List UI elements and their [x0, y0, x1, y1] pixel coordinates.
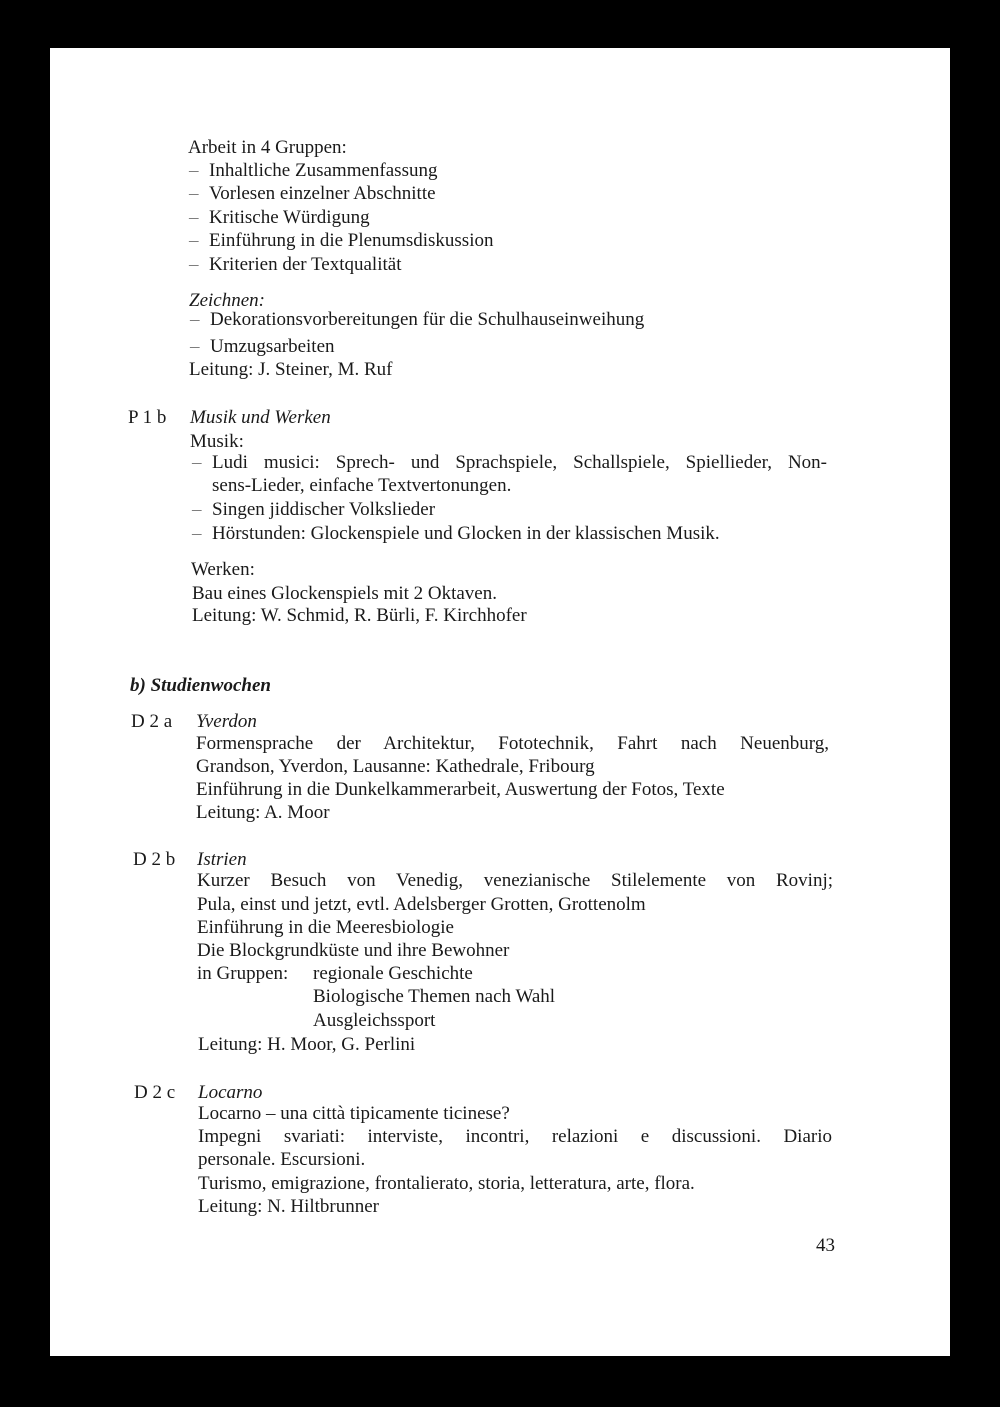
leitung-text: Leitung: N. Hiltbrunner	[198, 1196, 379, 1217]
course-title: Yverdon	[196, 711, 257, 732]
course-line: Einführung in die Meeresbiologie	[197, 917, 454, 938]
list-item: – Kriterien der Textqualität	[209, 253, 401, 276]
leitung-text: Leitung: H. Moor, G. Perlini	[198, 1034, 416, 1055]
list-item: – Kritische Würdigung	[209, 206, 370, 229]
course-line: Grandson, Yverdon, Lausanne: Kathedrale, Fribourg	[196, 756, 595, 777]
list-item: – Umzugsarbeiten	[210, 335, 335, 358]
leitung-text: Leitung: J. Steiner, M. Ruf	[189, 359, 393, 380]
zeichnen-title: Zeichnen:	[189, 290, 265, 311]
werken-text: Bau eines Glockenspiels mit 2 Oktaven.	[192, 583, 497, 604]
list-item: – Dekorationsvorbereitungen für die Schulhauseinweihung	[210, 308, 644, 331]
list-item-line: – Ludi musici: Sprech- und Sprachspiele, Schallspiele, Spiellieder, Non-	[212, 452, 827, 473]
course-line: Locarno – una città tipicamente ticinese?	[198, 1103, 510, 1124]
course-line: Einführung in die Dunkelkammerarbeit, Auswertung der Fotos, Texte	[196, 779, 725, 800]
course-line: Die Blockgrundküste und ihre Bewohner	[197, 940, 510, 961]
course-line: Turismo, emigrazione, frontalierato, storia, letteratura, arte, flora.	[198, 1173, 695, 1194]
course-code: P 1 b	[128, 407, 167, 428]
gruppen-label: in Gruppen:	[197, 963, 289, 984]
course-line: Impegni svariati: interviste, incontri, relazioni e discussioni. Diario	[198, 1126, 832, 1147]
werken-label: Werken:	[191, 559, 255, 580]
course-code: D 2 b	[133, 849, 176, 870]
musik-label: Musik:	[190, 431, 244, 452]
gruppen-item: Ausgleichssport	[313, 1010, 436, 1031]
list-item: – Einführung in die Plenumsdiskussion	[209, 229, 493, 252]
group-work-heading: Arbeit in 4 Gruppen:	[188, 137, 347, 158]
list-item	[212, 451, 827, 474]
leitung-text: Leitung: W. Schmid, R. Bürli, F. Kirchhofer	[192, 605, 527, 626]
list-item: – Hörstunden: Glockenspiele und Glocken in der klassischen Musik.	[212, 522, 720, 545]
course-code: D 2 a	[131, 711, 173, 732]
page-number: 43	[816, 1235, 835, 1256]
course-line: Kurzer Besuch von Venedig, venezianische Stilelemente von Rovinj;	[197, 870, 833, 891]
course-title: Musik und Werken	[190, 407, 331, 428]
section-heading: b) Studienwochen	[130, 675, 271, 696]
list-item: – Vorlesen einzelner Abschnitte	[209, 182, 436, 205]
document-page	[50, 48, 950, 1356]
list-item: – Singen jiddischer Volkslieder	[212, 498, 435, 521]
course-title: Locarno	[198, 1082, 263, 1103]
list-item: – Inhaltliche Zusammenfassung	[209, 159, 437, 182]
course-line: Formensprache der Architektur, Fototechnik, Fahrt nach Neuenburg,	[196, 733, 829, 754]
course-title: Istrien	[197, 849, 247, 870]
gruppen-item: regionale Geschichte	[313, 963, 473, 984]
list-item-continuation: sens-Lieder, einfache Textvertonungen.	[212, 475, 512, 496]
course-line: Pula, einst und jetzt, evtl. Adelsberger Grotten, Grottenolm	[197, 894, 646, 915]
leitung-text: Leitung: A. Moor	[196, 802, 330, 823]
course-code: D 2 c	[134, 1082, 176, 1103]
course-line: personale. Escursioni.	[198, 1149, 366, 1170]
gruppen-item: Biologische Themen nach Wahl	[313, 986, 556, 1007]
